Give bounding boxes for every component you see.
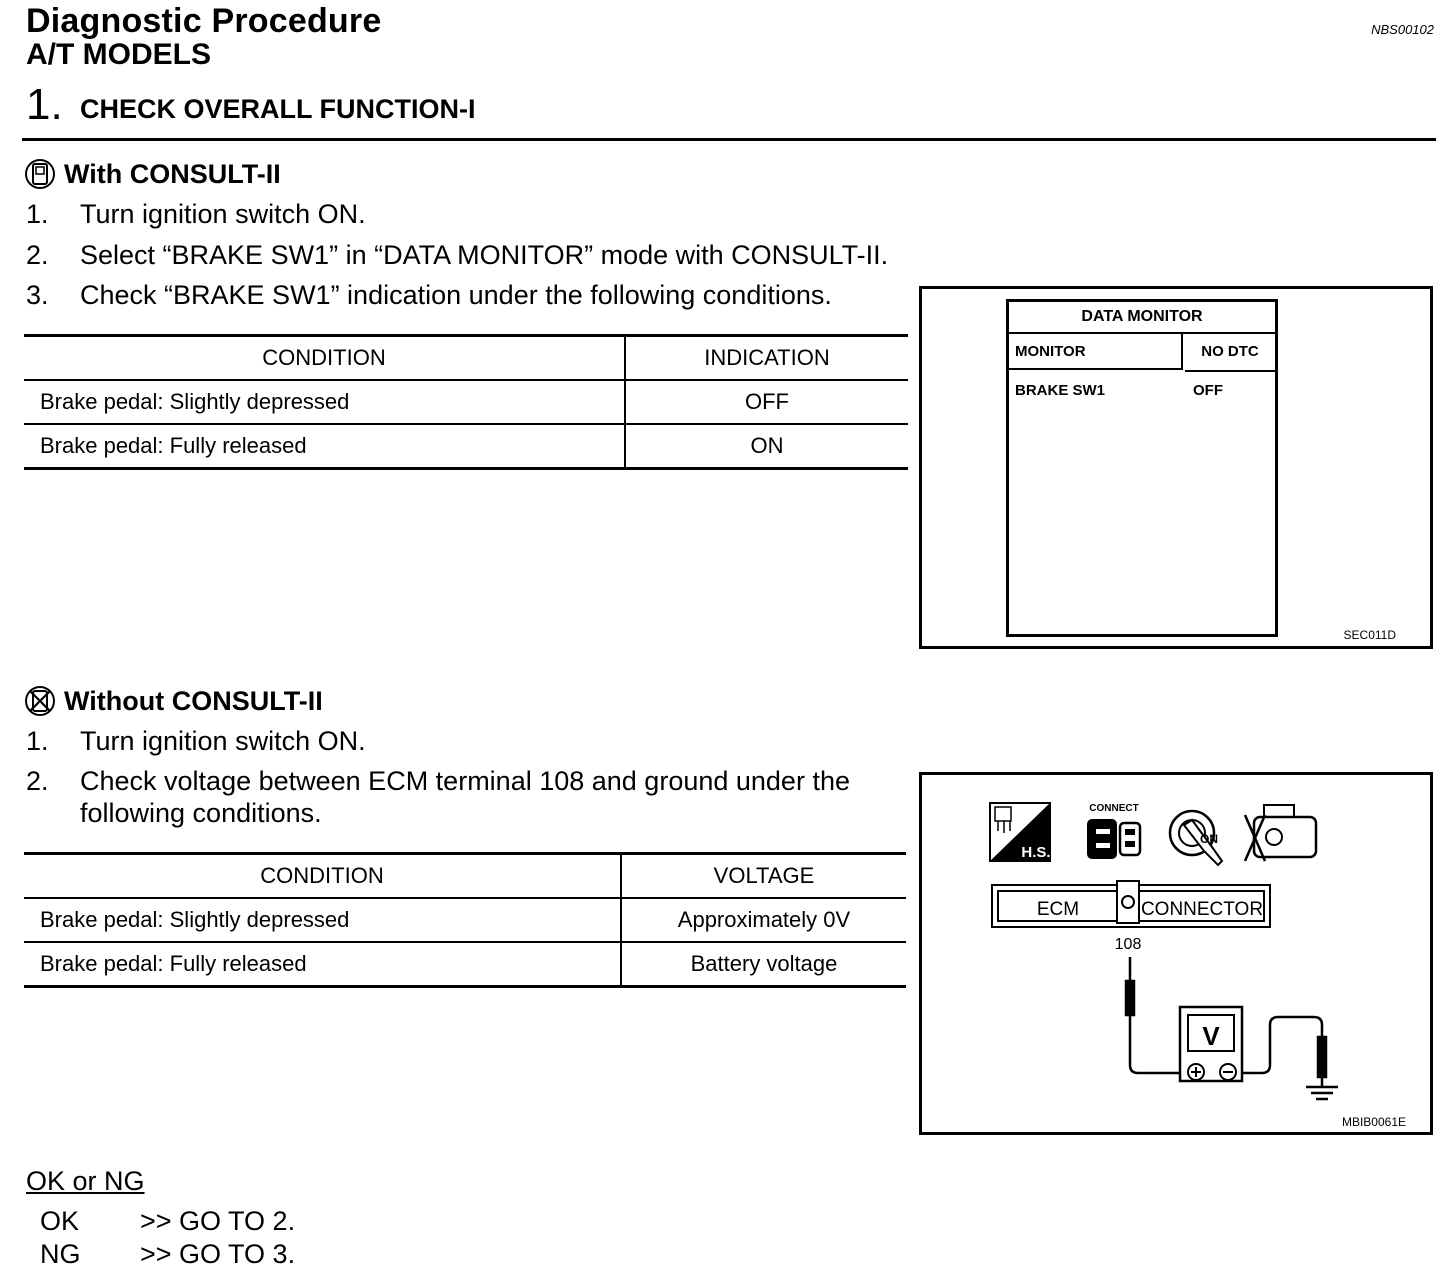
table-header-row (24, 854, 906, 899)
list-item-number: 2. (26, 766, 49, 796)
list-item (26, 766, 906, 832)
hs-label: H.S. (1021, 844, 1051, 861)
list-item-text: Turn ignition switch ON. (80, 726, 366, 756)
table-cell: Brake pedal: Slightly depressed (40, 389, 350, 414)
monitor-column-label: MONITOR (1009, 334, 1183, 370)
list-item-number: 2. (26, 240, 49, 270)
list-item (26, 280, 906, 312)
consult-icon (24, 158, 56, 190)
voltmeter-label: V (1202, 1021, 1220, 1051)
column-header: INDICATION (625, 336, 908, 381)
terminal-label: 108 (1114, 936, 1142, 953)
result-status: NG (40, 1239, 81, 1269)
table-header-row (24, 336, 908, 381)
result-heading: OK or NG (26, 1166, 145, 1196)
list-item-text: Check voltage between ECM terminal 108 and ground under the (80, 766, 850, 796)
page-title: Diagnostic Procedure (26, 2, 382, 40)
connect-icon (1087, 803, 1140, 859)
figure-code: SEC011D (1343, 628, 1396, 642)
table-cell: Brake pedal: Slightly depressed (40, 907, 350, 932)
table-cell: Brake pedal: Fully released (40, 433, 307, 458)
list-item (26, 240, 1026, 272)
monitor-status-label: NO DTC (1185, 334, 1275, 372)
page-subtitle: A/T MODELS (26, 38, 211, 71)
ecm-label: ECM (1036, 899, 1080, 920)
without-consult-heading (24, 685, 323, 717)
no-consult-icon (24, 685, 56, 717)
document-code: NBS00102 (1371, 22, 1434, 37)
ignition-on-icon (1170, 811, 1222, 865)
voltage-check-diagram (922, 775, 1430, 1132)
step-title: CHECK OVERALL FUNCTION-I (80, 94, 476, 124)
list-item (26, 726, 906, 758)
figure-code: MBIB0061E (1341, 1115, 1407, 1129)
monitor-title: DATA MONITOR (1009, 302, 1275, 334)
result-action[interactable]: >> GO TO 2. (140, 1206, 296, 1236)
column-header: CONDITION (260, 863, 384, 888)
data-monitor-figure (919, 286, 1433, 649)
column-header: VOLTAGE (621, 854, 906, 899)
monitor-item-value: OFF (1193, 382, 1223, 399)
table-cell: ON (625, 424, 908, 469)
list-item-number: 1. (26, 726, 49, 756)
table-cell: Approximately 0V (621, 898, 906, 942)
list-item-number: 1. (26, 199, 49, 229)
table-cell: Battery voltage (621, 942, 906, 987)
list-item-text: Turn ignition switch ON. (80, 199, 366, 229)
table-row (24, 380, 908, 424)
list-item (26, 199, 906, 231)
connect-label: CONNECT (1089, 803, 1139, 814)
column-header: CONDITION (262, 345, 386, 370)
connector-label: CONNECTOR (1140, 899, 1264, 920)
without-consult-label: Without CONSULT-II (64, 685, 323, 716)
engine-off-icon (1245, 805, 1316, 861)
voltmeter (1180, 1007, 1242, 1081)
indication-table (24, 334, 908, 470)
monitor-screen (1006, 299, 1278, 637)
voltage-table (24, 852, 906, 988)
voltage-check-figure (919, 772, 1433, 1135)
table-cell: Brake pedal: Fully released (40, 951, 307, 976)
table-row (24, 942, 906, 987)
list-item-text-continued: following conditions. (80, 798, 322, 828)
table-row (24, 898, 906, 942)
step-number: 1. (26, 80, 63, 129)
result-status: OK (40, 1206, 80, 1236)
result-action[interactable]: >> GO TO 3. (140, 1239, 296, 1269)
harness-connector-icon (990, 803, 1051, 861)
with-consult-label: With CONSULT-II (64, 158, 281, 189)
list-item-text: Select “BRAKE SW1” in “DATA MONITOR” mode with CONSULT-II. (80, 240, 889, 270)
table-row (24, 424, 908, 469)
monitor-item-name: BRAKE SW1 (1015, 382, 1106, 399)
on-label: ON (1200, 832, 1218, 846)
with-consult-heading (24, 158, 281, 190)
table-cell: OFF (625, 380, 908, 424)
list-item-number: 3. (26, 280, 49, 310)
header-divider (22, 138, 1436, 141)
list-item-text: Check “BRAKE SW1” indication under the following conditions. (80, 280, 832, 310)
ecm-connector (992, 881, 1270, 953)
